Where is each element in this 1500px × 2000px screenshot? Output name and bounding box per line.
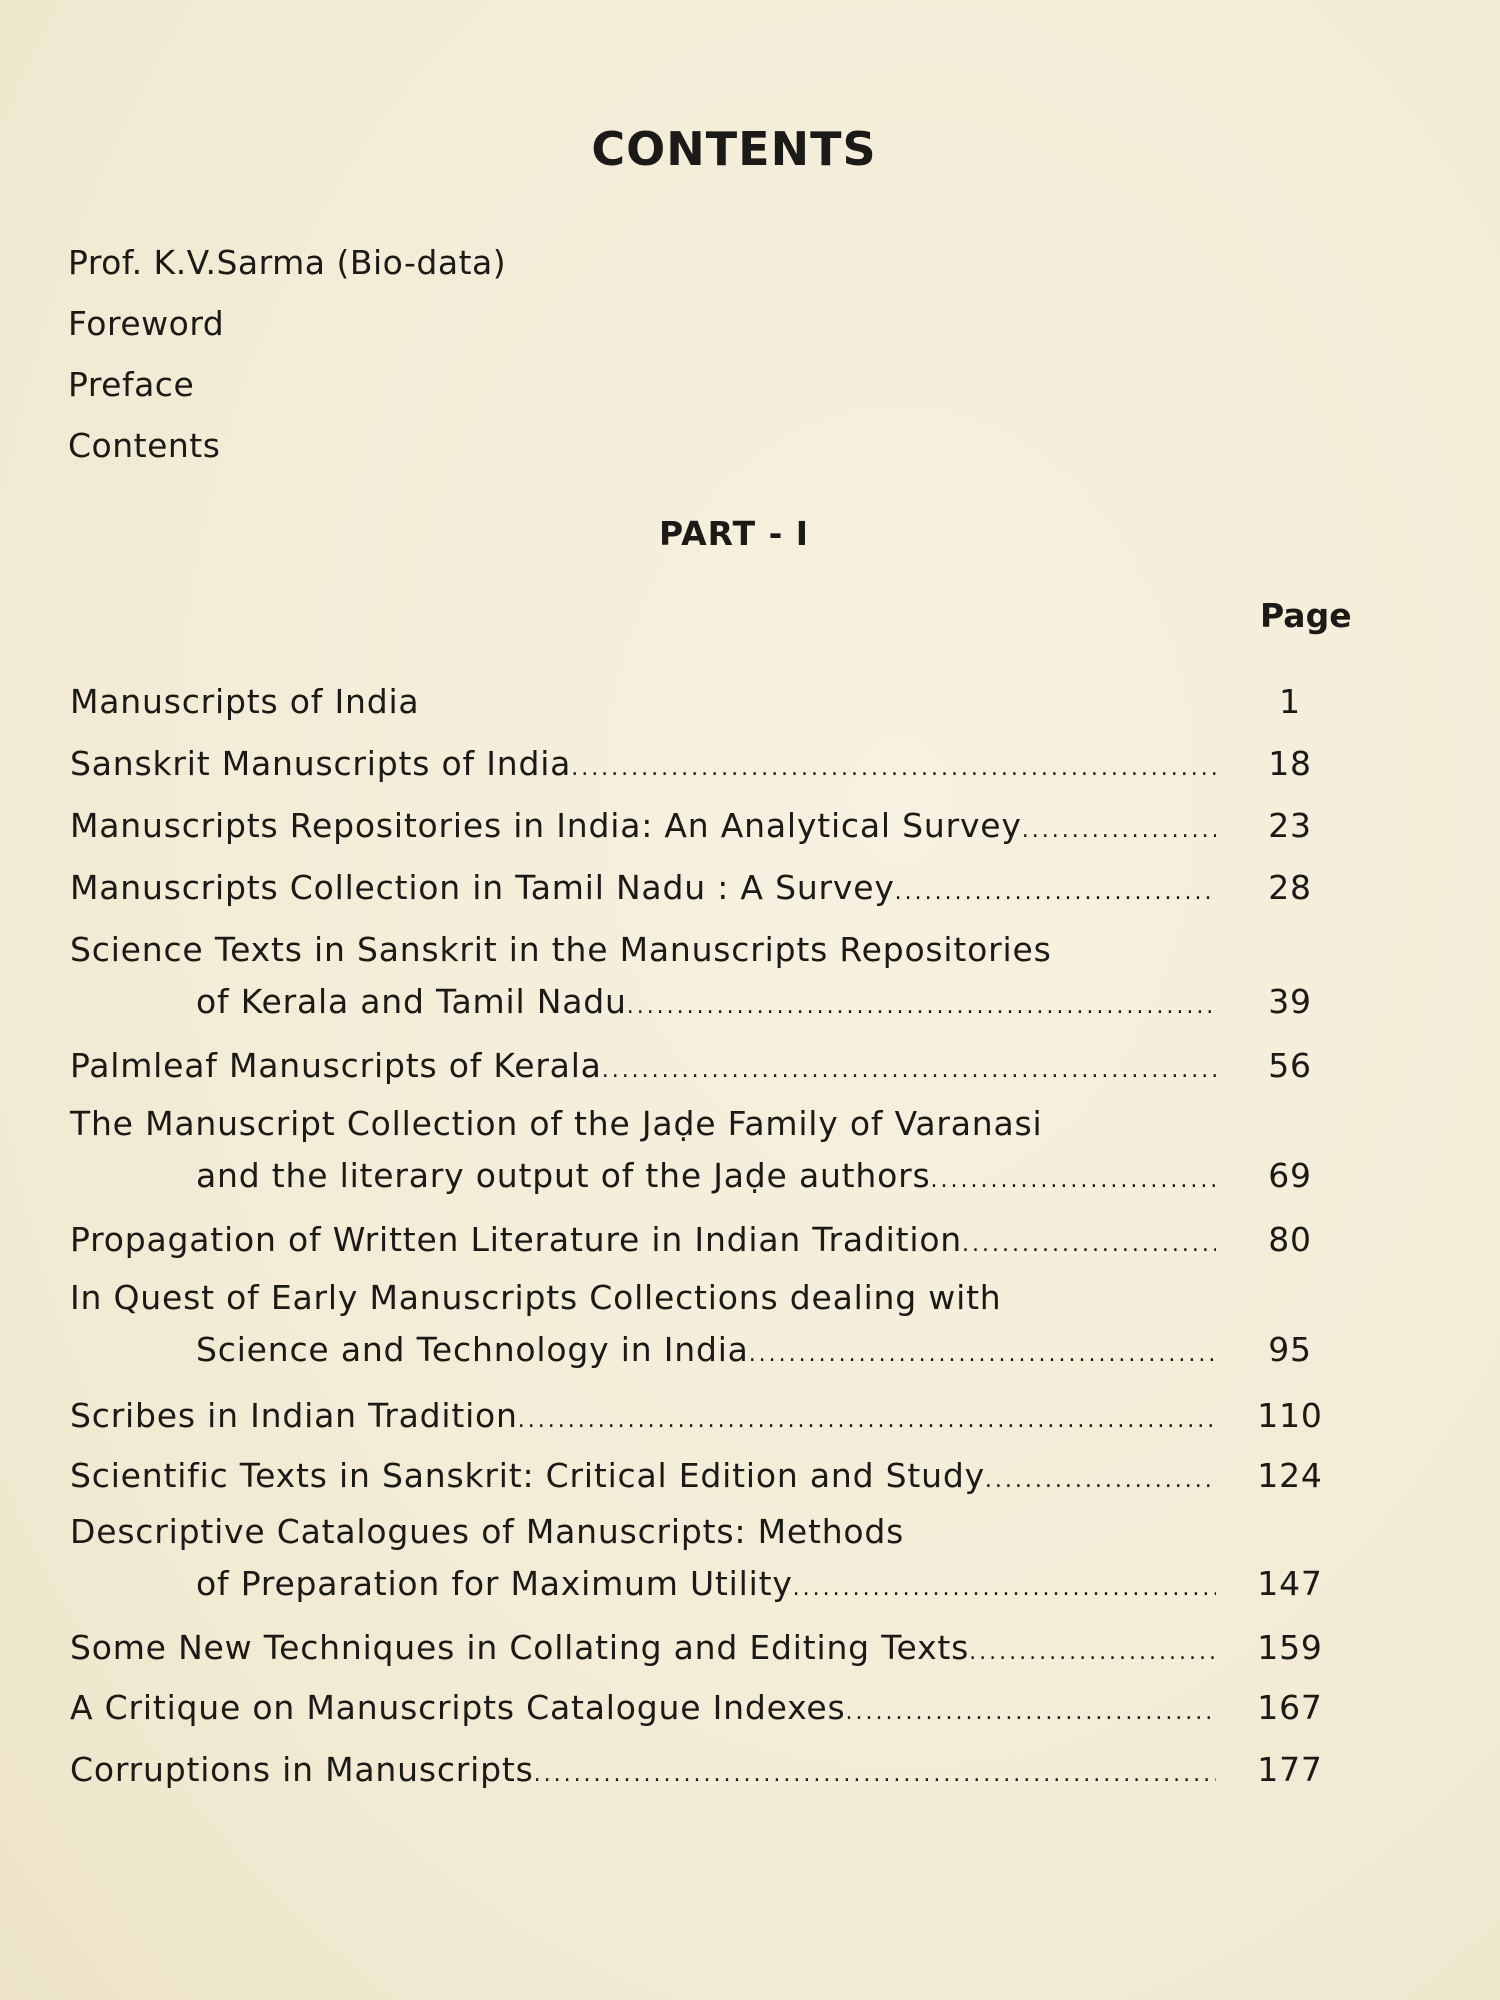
toc-entry-title: The Manuscript Collection of the Jaḍe Family of Varanasi [70,1104,1043,1143]
dot-leader [985,1455,1216,1507]
dot-leader [846,1687,1216,1739]
dot-leader [602,1045,1216,1097]
toc-entry-line [70,862,1340,914]
toc-entry-title: Scientific Texts in Sanskrit: Critical Edition and Study [70,1456,985,1495]
toc-entry-title: Corruptions in Manuscripts [70,1750,534,1789]
page-column-label: Page [1260,596,1352,635]
toc-entry-title: Sanskrit Manuscripts of India [70,744,572,783]
toc-entry-continuation [70,976,1340,1028]
toc-entry-line [70,1098,1340,1150]
toc-entry-title: Manuscripts of India [70,682,420,721]
page-title: CONTENTS [591,122,877,176]
front-matter-list [68,232,506,476]
dot-leader [895,867,1216,919]
toc-entry-title: A Critique on Manuscripts Catalogue Indexes [70,1688,846,1727]
toc-entry [70,1272,1340,1376]
dot-leader [749,1329,1216,1381]
dot-leader [962,1219,1216,1271]
toc-entry-line [70,1272,1340,1324]
dot-leader [518,1395,1216,1447]
toc-entry-title: and the literary output of the Jaḍe authors [196,1156,931,1195]
page-number: 18 [1268,744,1312,783]
page-number: 56 [1268,1046,1312,1085]
toc-entry [70,924,1340,1028]
dot-leader [793,1563,1216,1615]
toc-entry-line [70,676,1340,728]
toc-entry [70,1450,1340,1502]
toc-entry-title: Propagation of Written Literature in Indian Tradition [70,1220,963,1259]
toc-entry-line [70,800,1340,852]
toc-entry-title: Some New Techniques in Collating and Editing Texts [70,1628,970,1667]
toc-entry [70,1040,1340,1092]
toc-entry [70,862,1340,914]
toc-entry-title: of Preparation for Maximum Utility [196,1564,793,1603]
page-number: 23 [1268,806,1312,845]
toc-entry [70,1682,1340,1734]
toc-entry-title: In Quest of Early Manuscripts Collections dealing with [70,1278,1002,1317]
page-number: 177 [1257,1750,1323,1789]
part-heading: PART - I [658,514,810,553]
front-matter-item: Foreword [68,304,225,343]
dot-leader [571,743,1216,795]
toc-entry-line [70,1682,1340,1734]
toc-entry [70,1622,1340,1674]
toc-entry-title: Descriptive Catalogues of Manuscripts: Methods [70,1512,905,1551]
toc-entry-title: Manuscripts Collection in Tamil Nadu : A Survey [70,868,895,907]
toc-entry-continuation [70,1150,1340,1202]
toc-entry-title: of Kerala and Tamil Nadu [196,982,627,1021]
toc-entry-line [70,924,1340,976]
toc-entry-line [70,1622,1340,1674]
page-number: 1 [1279,682,1301,721]
toc-entry-line [70,1390,1340,1442]
toc-entry [70,738,1340,790]
toc-entry-title: Manuscripts Repositories in India: An Analytical Survey [70,806,1022,845]
toc-entry [70,1214,1340,1266]
toc-entry [70,1744,1340,1796]
toc-entry-title: Science and Technology in India [196,1330,749,1369]
page-number: 95 [1268,1330,1312,1369]
dot-leader [1022,805,1216,857]
toc-entry-continuation [70,1324,1340,1376]
toc-entry-line [70,1040,1340,1092]
toc-entry [70,1390,1340,1442]
toc-entry-line [70,1506,1340,1558]
toc-entry-title: Palmleaf Manuscripts of Kerala [70,1046,602,1085]
toc-entry-line [70,1450,1340,1502]
dot-leader [931,1155,1217,1207]
dot-leader [627,981,1216,1033]
page-number: 110 [1257,1396,1323,1435]
toc-entry-line [70,1744,1340,1796]
page-number: 167 [1257,1688,1323,1727]
toc-entry [70,1098,1340,1202]
page-number: 69 [1268,1156,1312,1195]
front-matter-item: Prof. K.V.Sarma (Bio-data) [68,243,507,282]
dot-leader [534,1749,1216,1801]
toc-entry [70,676,1340,728]
toc-entry-title: Science Texts in Sanskrit in the Manuscripts Repositories [70,930,1052,969]
toc-entry-continuation [70,1558,1340,1610]
page-number: 147 [1257,1564,1323,1603]
page-number: 28 [1268,868,1312,907]
page-number: 159 [1257,1628,1323,1667]
front-matter-item: Contents [68,426,221,465]
dot-leader [969,1627,1216,1679]
toc-entry [70,1506,1340,1610]
front-matter-item: Preface [68,365,195,404]
toc-entry-line [70,1214,1340,1266]
toc-entry-line [70,738,1340,790]
page-number: 124 [1257,1456,1323,1495]
page-number: 80 [1268,1220,1312,1259]
toc-entry [70,800,1340,852]
page-number: 39 [1268,982,1312,1021]
toc-entry-title: Scribes in Indian Tradition [70,1396,518,1435]
